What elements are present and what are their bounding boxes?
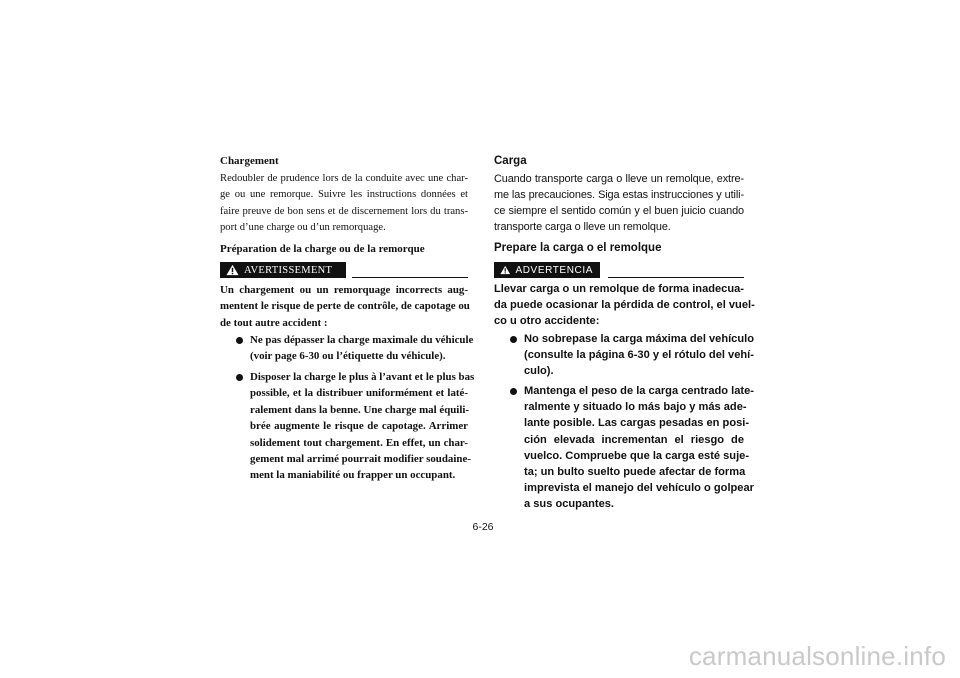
text-line: imprevista el manejo del vehículo o golpear — [524, 482, 754, 495]
text-line: Llevar carga o un remolque de forma inadecua- — [494, 283, 744, 295]
subsection-title-fr: Préparation de la charge ou de la remorque — [220, 243, 425, 255]
text-line: Ne pas dépasser la charge maximale du véhicule — [250, 334, 474, 346]
warning-triangle-icon — [226, 264, 239, 276]
warning-header-fr — [220, 262, 468, 278]
text-line: co u otro accidente: — [494, 315, 600, 328]
warning-header-es — [494, 262, 744, 278]
text-line: No sobrepase la carga máxima del vehículo — [524, 333, 754, 345]
text-line: me las precauciones. Siga estas instrucciones y utili- — [494, 189, 744, 201]
bullet-icon — [236, 337, 243, 344]
text-line: ge ou une remorque. Suivre les instructions données et — [220, 189, 468, 201]
text-line: Mantenga el peso de la carga centrado late- — [524, 385, 754, 397]
bullet-icon — [510, 388, 517, 395]
text-line: de tout autre accident : — [220, 316, 328, 329]
bullet-icon — [236, 374, 243, 381]
text-line: Cuando transporte carga o lleve un remolque, extre- — [494, 173, 744, 185]
text-line: (consulte la página 6-30 y el rótulo del vehí- — [524, 349, 754, 362]
text-line: culo). — [524, 365, 554, 378]
divider — [608, 277, 744, 278]
text-line: Un chargement ou un remorquage incorrects aug- — [220, 284, 468, 296]
divider — [352, 277, 468, 278]
text-line: ce siempre el sentido común y el buen juicio cuando — [494, 205, 744, 217]
text-line: a sus ocupantes. — [524, 498, 615, 511]
text-line: ralement dans la benne. Une charge mal équili- — [250, 403, 470, 416]
text-line: Redoubler de prudence lors de la conduite avec une char- — [220, 173, 468, 184]
warning-text-es — [494, 281, 755, 330]
text-line: da puede ocasionar la pérdida de control, el vuel- — [494, 299, 755, 312]
warning-label-fr: AVERTISSEMENT — [244, 264, 333, 276]
text-line: transporte carga o lleve un remolque. — [494, 221, 671, 233]
page-number: 6-26 — [472, 521, 494, 533]
text-line: ta; un bulto suelto puede afectar de forma — [524, 466, 746, 479]
text-line: ment la maniabilité ou frapper un occupant. — [250, 469, 456, 482]
text-line: lante posible. Las cargas pesadas en posi- — [524, 417, 750, 430]
text-line: port d’une charge ou d’un remorquage. — [220, 221, 386, 233]
text-line: brée augmente le risque de capotage. Arrimer — [250, 420, 468, 433]
intro-paragraph-fr — [220, 171, 468, 236]
text-line: ralmente y situado lo más bajo y más ade- — [524, 401, 747, 414]
bullet-icon — [510, 336, 517, 343]
text-line: Disposer la charge le plus à l’avant et le plus bas — [250, 371, 475, 383]
warning-label-es: ADVERTENCIA — [515, 264, 593, 276]
warning-text-fr — [220, 282, 468, 331]
text-line: (voir page 6-30 ou l’étiquette du véhicule). — [250, 350, 446, 363]
text-line: faire preuve de bon sens et de discernement lors du trans- — [220, 205, 468, 217]
warning-badge-es — [494, 262, 600, 278]
text-line: gement mal arrimé pourrait modifier soudaine- — [250, 453, 471, 466]
warning-badge-fr — [220, 262, 346, 278]
section-title-fr: Chargement — [220, 155, 279, 167]
section-title-es: Carga — [494, 155, 527, 167]
intro-paragraph-es — [494, 171, 744, 235]
subsection-title-es: Prepare la carga o el remolque — [494, 242, 662, 254]
text-line: mentent le risque de perte de contrôle, de capotage ou — [220, 300, 470, 313]
text-line: possible, et la distribuer uniformément et laté- — [250, 387, 468, 400]
text-line: ción elevada incrementan el riesgo de — [524, 433, 744, 446]
text-line: solidement tout chargement. En effet, un char- — [250, 436, 468, 449]
warning-triangle-icon — [500, 264, 510, 276]
watermark: carmanualsonline.info — [688, 641, 946, 671]
text-line: vuelco. Compruebe que la carga esté suje- — [524, 449, 750, 462]
